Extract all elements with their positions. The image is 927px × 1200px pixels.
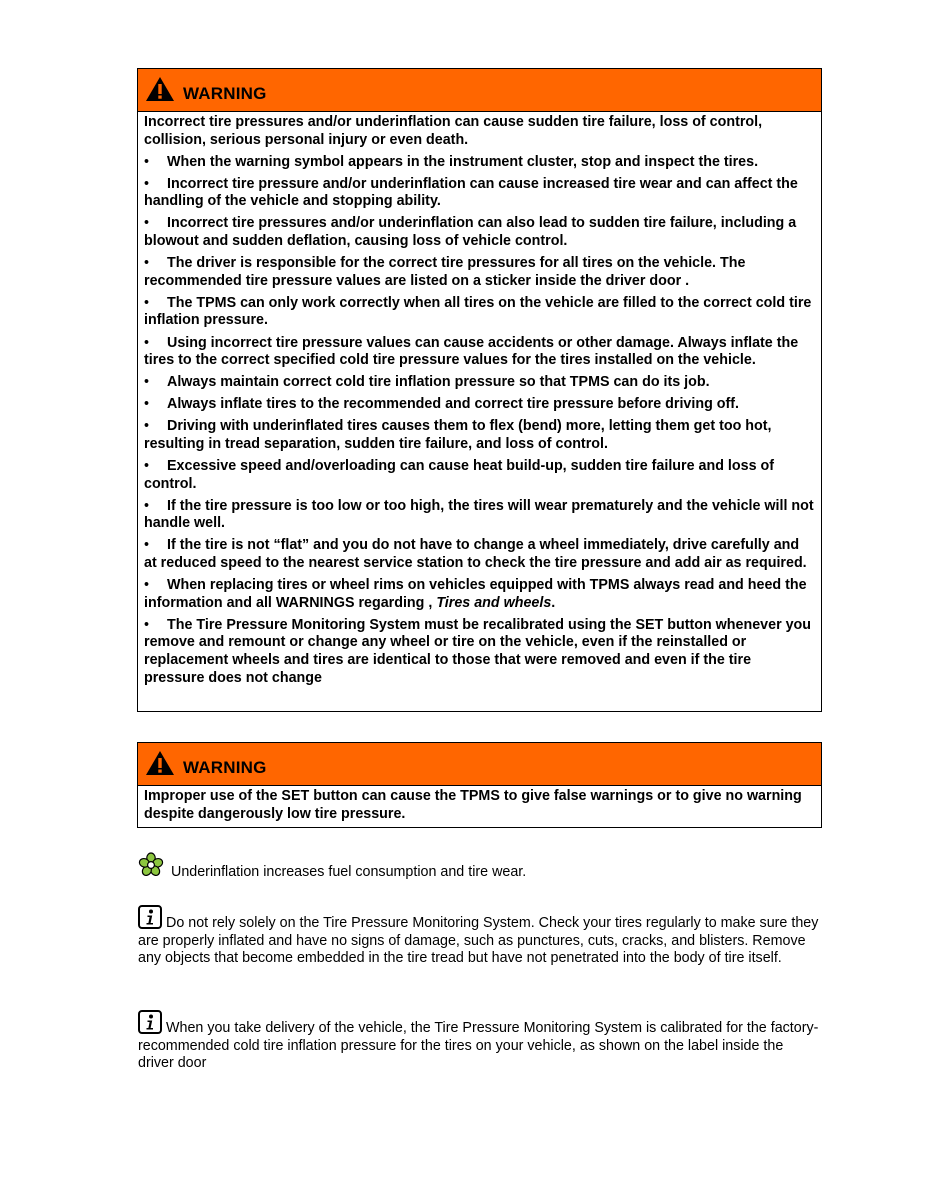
warning-header bbox=[138, 743, 821, 786]
warning-triangle-icon bbox=[145, 76, 175, 102]
bullet-item: • When the warning symbol appears in the instrument cluster, stop and inspect the tires. bbox=[144, 153, 759, 170]
environment-note: Underinflation increases fuel consumption and tire wear. bbox=[138, 852, 823, 882]
cross-reference-link[interactable]: Tires and wheels bbox=[436, 594, 552, 611]
warning-triangle-icon bbox=[145, 750, 175, 776]
warning-header bbox=[138, 69, 821, 112]
bullet-item: • The driver is responsible for the correct tire pressures for all tires on the vehicle. The recommended tire pressure values are listed on a sticker inside the driver door . bbox=[144, 255, 746, 289]
bullet-item: • The Tire Pressure Monitoring System must be recalibrated using the SET button whenever you remove and remount or change any wheel or tire on the vehicle, even if the reinstalled or replacement wheels and tires are identical to those that were removed and even if the tire pressure does not change bbox=[144, 616, 812, 686]
info-icon bbox=[138, 905, 162, 929]
bullet-item: • Driving with underinflated tires causes them to flex (bend) more, letting them get too hot, resulting in tread separation, sudden tire failure, and loss of control. bbox=[144, 418, 772, 452]
warning-intro: Incorrect tire pressures and/or underinflation can cause sudden tire failure, loss of control, collision, serious personal injury or even death. bbox=[144, 114, 763, 148]
bullet-item: • Incorrect tire pressure and/or underinflation can cause increased tire wear and can affect the handling of the vehicle and stopping ability. bbox=[144, 175, 798, 210]
bullet-item: • If the tire pressure is too low or too high, the tires will wear prematurely and the vehicle will not handle well. bbox=[144, 497, 814, 532]
bullet-item: • Using incorrect tire pressure values can cause accidents or other damage. Always inflate the tires to the correct specified cold tire pressure values for the tires installed on the vehicle. bbox=[144, 334, 799, 369]
flower-icon bbox=[138, 852, 164, 878]
bullet-item: • Incorrect tire pressures and/or underinflation can also lead to sudden tire failure, including a blowout and sudden deflation, causing loss of vehicle control. bbox=[144, 215, 797, 250]
bullet-item: • If the tire is not “flat” and you do not have to change a wheel immediately, drive carefully and at reduced speed to the nearest service station to check the tire pressure and add air as required. bbox=[144, 537, 807, 572]
warning-box-set-button bbox=[137, 742, 822, 828]
warning-text: Improper use of the SET button can cause the TPMS to give false warnings or to give no warning despite dangerously low tire pressure. bbox=[144, 788, 802, 822]
info-note: Do not rely solely on the Tire Pressure Monitoring System. Check your tires regularly to make sure they are properly inflated and have no signs of damage, such as punctures, cuts, cracks, and blisters. Remove any objects that become embedded in the tire tread but have not penetrated into the body of tire itself. bbox=[138, 905, 823, 968]
warning-body bbox=[138, 786, 821, 831]
bullet-item: • The TPMS can only work correctly when all tires on the vehicle are filled to the correct cold tire inflation pressure. bbox=[144, 294, 812, 329]
warning-title: WARNING bbox=[183, 758, 267, 777]
info-note: When you take delivery of the vehicle, the Tire Pressure Monitoring System is calibrated for the factory-recommended cold tire inflation pressure for the tires on your vehicle, as shown on the label inside the driver door bbox=[138, 1010, 823, 1073]
warning-body bbox=[138, 112, 821, 695]
bullet-item: • Always maintain correct cold tire inflation pressure so that TPMS can do its job. bbox=[144, 374, 710, 391]
info-icon bbox=[138, 1010, 162, 1034]
warning-title: WARNING bbox=[183, 84, 267, 103]
bullet-item: • When replacing tires or wheel rims on vehicles equipped with TPMS always read and heed the information and all WARNINGS regarding , Tires and wheels. bbox=[144, 577, 807, 611]
bullet-item: • Always inflate tires to the recommended and correct tire pressure before driving off. bbox=[144, 396, 740, 413]
bullet-item: • Excessive speed and/overloading can cause heat build-up, sudden tire failure and loss of control. bbox=[144, 458, 774, 492]
warning-box-tpms bbox=[137, 68, 822, 712]
